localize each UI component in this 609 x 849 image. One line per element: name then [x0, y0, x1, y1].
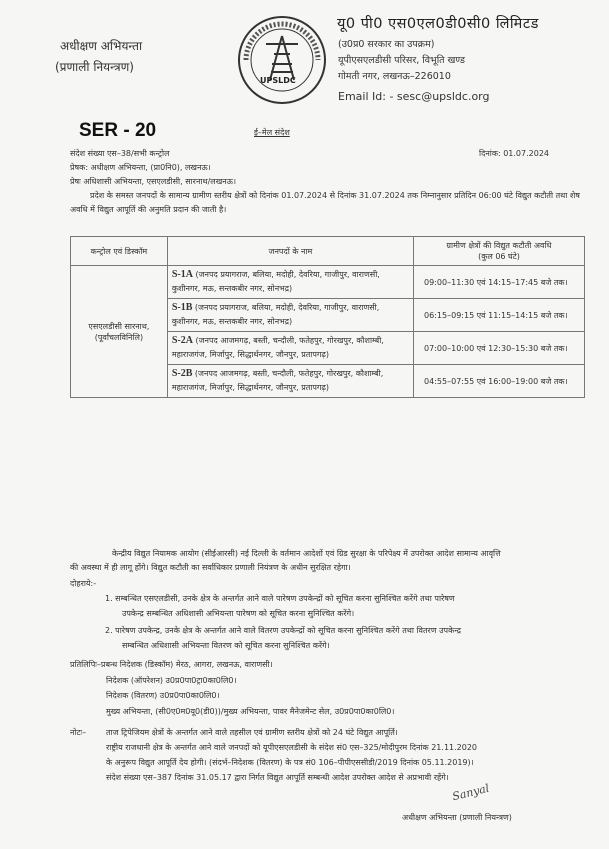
- zone-line2: महाराजगंज, मिर्जापुर, सिद्धार्थनगर, जौनपुर, प्रतापगढ़): [171, 383, 330, 392]
- control-cell: [71, 266, 168, 398]
- zone-line1: (जनपद प्रयागराज, बलिया, मदोही, देवरिया, गाजीपुर, वाराणसी,: [194, 303, 380, 312]
- recipient: प्रेषः अधिशासी अभियन्ता, एसएलडीसी, सारनाथ/लखनऊ।: [70, 177, 236, 186]
- sender: प्रेषक: अधीक्षण अभियन्ता, (प्रा0नि0), लखनऊ।: [70, 163, 211, 172]
- office-subtitle: (प्रणाली नियन्त्रण): [55, 60, 134, 74]
- zone-code: S-2A: [171, 335, 193, 346]
- zone-line2: महाराजगंज, मिर्जापुर, सिद्धार्थनगर, जौनपुर, प्रतापगढ़): [171, 350, 330, 359]
- note-line1: ताज ट्रिपेजियम क्षेत्रों के अन्तर्गत आने वाले तहसील एवं ग्रामीण स्तरीय क्षेत्रों को 24 घंटे विद्युत आपूर्ति।: [106, 728, 398, 737]
- zone-line1: (जनपद आजमगढ़, बस्ती, चन्दौली, फतेहपुर, गोरखपुर, कौशाम्बी,: [194, 369, 384, 378]
- signatory-title: अधीक्षण अभियन्ता (प्रणाली नियन्त्रण): [402, 813, 512, 822]
- time-cell: 06:15–09:15 एवं 11:15–14:15 बजे तक।: [414, 299, 585, 332]
- header-districts: जनपदों के नाम: [167, 237, 413, 266]
- instruction-2-line2: सम्बन्धित अधिशासी अभियन्ता वितरण को सूचित करना सुनिश्चित करेंगे।: [122, 641, 330, 650]
- time-cell: 09:00–11:30 एवं 14:15–17:45 बजे तक।: [414, 266, 585, 299]
- copy-line4: मुख्य अभियन्ता, (सी0ए0म0यू0(डी0))/मुख्य अभियन्ता, पावर मैनेजमेन्ट सेल, उ0प्र0पा0का0लि0।: [106, 707, 395, 716]
- note-line4: संदेश संख्या एस–387 दिनांक 31.05.17 द्वारा निर्गत विद्युत आपूर्ति सम्बन्धी आदेश उपरोक्त आदेश से अप्रभावी रहेंगे।: [106, 773, 449, 782]
- copy-line3: निदेशक (वितरण) उ0प्र0पा0का0लि0।: [106, 691, 220, 700]
- zone-cell: [167, 299, 413, 332]
- control-line1: एसएलडीसी सारनाथ,: [88, 321, 150, 331]
- company-sub3: गोमती नगर, लखनऊ–226010: [338, 71, 451, 82]
- header-control: कन्ट्रोल एवं डिस्कॉम: [71, 237, 168, 266]
- instruction-2-line1: 2. पारेषण उपकेन्द्र, उनके क्षेत्र के अन्तर्गत आने वाले वितरण उपकेन्द्रों को सूचित करना सुनिश्चित करेंगे तथा वितरण उपकेन्द्र: [105, 626, 461, 635]
- message-number: संदेश संख्या एस–38/सभी कन्ट्रोल: [70, 149, 170, 158]
- zone-code: S-2B: [171, 368, 193, 379]
- logo-text: UPSLDC: [260, 76, 296, 85]
- zone-cell: [167, 332, 413, 365]
- company-email: Email Id: - sesc@upsldc.org: [338, 90, 490, 103]
- zone-code: S-1A: [171, 269, 193, 280]
- note-line2: राष्ट्रीय राजधानी क्षेत्र के अन्तर्गत आने वाले जनपदों को यूपीएसएलडीसी के संदेश सं0 एस–325/मोदीपुरम दिनांक 21.11.2020: [106, 743, 478, 752]
- company-sub1: (उ0प्र0 सरकार का उपक्रम): [338, 39, 435, 50]
- zone-line2: कुशीनगर, मऊ, सन्तकबीर नगर, सोनभद्र): [171, 317, 293, 326]
- zone-code: S-1B: [171, 302, 193, 313]
- zone-line2: कुशीनगर, मऊ, सन्तकबीर नगर, सोनभद्र): [171, 284, 293, 293]
- para2-line1: केन्द्रीय विद्युत नियामक आयोग (सीईआरसी) नई दिल्ली के वर्तमान आदेशों एवं ग्रिड सुरक्षा के परिपेक्ष्य में उपरोक्त आदेश सामान्य आवृत्ति: [112, 549, 501, 558]
- email-message-label: ई–मेल संदेश: [254, 128, 290, 137]
- control-line2: (पूर्वांचलविनिलि): [94, 332, 144, 342]
- table-header-row: [71, 237, 585, 266]
- copy-line2: निदेशक (ऑपरेशन) उ0प्र0पा0ट्रा0का0लि0।: [106, 676, 237, 685]
- header-duration: [414, 237, 585, 266]
- zone-cell: [167, 266, 413, 299]
- zone-cell: [167, 365, 413, 398]
- copy-line1: प्रतिलिपिः–प्रबन्ध निदेशक (डिस्कॉम) मेरठ, आगरा, लखनऊ, वाराणसी।: [70, 660, 273, 669]
- message-date: दिनांक: 01.07.2024: [479, 149, 550, 158]
- instruction-1-line2: उपकेन्द्र सम्बन्धित अधिशासी अभियन्ता पारेषण को सूचित करना सुनिश्चित करेंगे।: [122, 609, 355, 618]
- instructions-label: दोहराये:-: [70, 579, 97, 588]
- ser-code: SER - 20: [79, 120, 157, 141]
- company-name: यू0 पी0 एस0एल0डी0सी0 लिमिटड: [337, 16, 539, 32]
- upsldc-logo: [236, 14, 328, 106]
- table-row: [71, 266, 585, 299]
- para2-line2: की अवस्था में ही लागू होंगे। विद्युत कटौती का सर्वाधिकार प्रणाली नियंत्रण के अधीन सुरक्षित रहेगा।: [70, 563, 351, 572]
- header-duration-line1: ग्रामीण क्षेत्रों की विद्युत कटौती अवधि: [446, 241, 552, 250]
- note-line3: के अनुरूप विद्युत आपूर्ति देय होगी। (संदर्भ–निदेशक (वितरण) के पत्र सं0 106–पीपीएससीडी/2019 दिनांक 05.11.2019)।: [106, 758, 474, 767]
- office-title: अधीक्षण अभियन्ता: [60, 39, 143, 53]
- zone-line1: (जनपद आजमगढ़, बस्ती, चन्दौली, फतेहपुर, गोरखपुर, कौशाम्बी,: [195, 336, 384, 345]
- intro-paragraph: प्रदेश के समस्त जनपदों के सामान्य ग्रामीण स्तरीय क्षेत्रों को दिनांक 01.07.2024 से दिनांक 31.07.2024 तक निम्नानुसार प्रतिदिन 06:00 घंटे विद्युत कटौती तथा शेष अवधि में विद्युत आपूर्ति की अनुमति प्रदान की जाती है।: [70, 191, 580, 214]
- cutoff-schedule-table: [70, 236, 585, 398]
- note-label: नोटः–: [70, 728, 87, 737]
- zone-line1: (जनपद प्रयागराज, बलिया, मदोही, देवरिया, गाजीपुर, वाराणसी,: [195, 270, 380, 279]
- company-sub2: यूपीएसएलडीसी परिसर, विभूति खण्ड: [338, 55, 465, 66]
- time-cell: 07:00–10:00 एवं 12:30–15:30 बजे तक।: [414, 332, 585, 365]
- signature: Sanyal: [450, 781, 491, 804]
- time-cell: 04:55–07:55 एवं 16:00–19:00 बजे तक।: [414, 365, 585, 398]
- header-duration-line2: (कुल 06 घंटे): [478, 252, 520, 261]
- instruction-1-line1: 1. सम्बन्धित एसएलडीसी, उनके क्षेत्र के अन्तर्गत आने वाले पारेषण उपकेन्द्रों को सूचित करना सुनिश्चित करेंगे तथा पारेषण: [105, 594, 455, 603]
